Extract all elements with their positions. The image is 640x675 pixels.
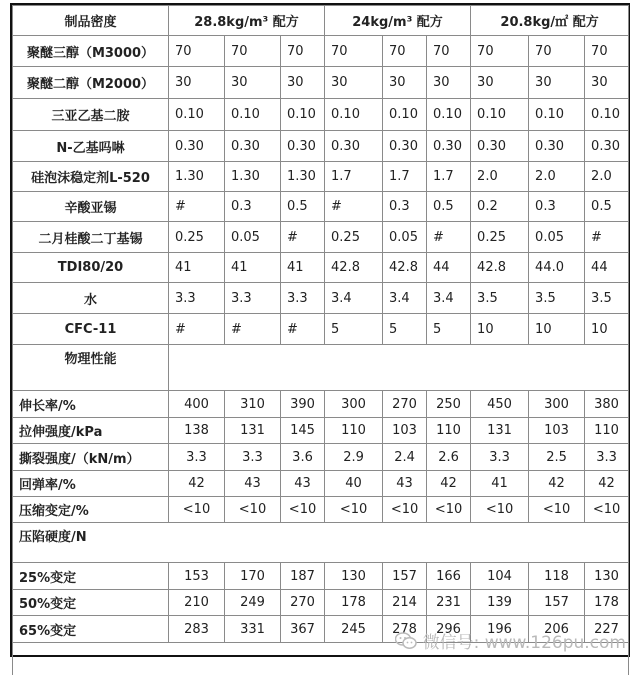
value-cell: 110 <box>325 418 383 444</box>
density-header-cell: 制品密度 <box>13 6 169 36</box>
value-cell: 157 <box>383 563 427 590</box>
section-title-hardness: 压陷硬度/N <box>13 523 629 563</box>
value-cell: 1.30 <box>225 162 281 192</box>
value-cell: 44.0 <box>529 253 585 283</box>
value-cell: 278 <box>383 616 427 643</box>
value-cell: 3.4 <box>383 283 427 314</box>
formula-group-header: 20.8kg/㎡ 配方 <box>471 6 629 36</box>
value-cell: 0.30 <box>471 131 529 162</box>
value-cell: 196 <box>471 616 529 643</box>
value-cell: 44 <box>585 253 629 283</box>
value-cell: 103 <box>529 418 585 444</box>
value-cell: 380 <box>585 391 629 418</box>
value-cell: 0.10 <box>471 99 529 131</box>
value-cell: 0.30 <box>325 131 383 162</box>
value-cell: <10 <box>383 497 427 523</box>
value-cell: # <box>281 314 325 345</box>
formula-table-sheet <box>10 3 630 657</box>
value-cell: 0.5 <box>427 192 471 222</box>
wechat-watermark <box>395 628 626 653</box>
ingredient-label: 辛酸亚锡 <box>13 192 169 222</box>
value-cell: 30 <box>281 67 325 99</box>
value-cell: 0.05 <box>225 222 281 253</box>
value-cell: 296 <box>427 616 471 643</box>
table-row <box>13 563 629 590</box>
value-cell: 178 <box>585 590 629 616</box>
table-row <box>13 444 629 471</box>
value-cell: 118 <box>529 563 585 590</box>
value-cell: 3.3 <box>225 283 281 314</box>
value-cell: 43 <box>225 471 281 497</box>
value-cell: # <box>169 192 225 222</box>
value-cell: 2.6 <box>427 444 471 471</box>
value-cell: 400 <box>169 391 225 418</box>
value-cell: 249 <box>225 590 281 616</box>
value-cell: 1.30 <box>169 162 225 192</box>
value-cell: 1.30 <box>281 162 325 192</box>
value-cell: 3.4 <box>427 283 471 314</box>
value-cell: 30 <box>471 67 529 99</box>
formula-group-header: 28.8kg/m³ 配方 <box>169 6 325 36</box>
value-cell: 0.25 <box>325 222 383 253</box>
value-cell: 30 <box>529 67 585 99</box>
value-cell: 43 <box>383 471 427 497</box>
value-cell: 206 <box>529 616 585 643</box>
value-cell: 10 <box>585 314 629 345</box>
ingredient-label: TDI80/20 <box>13 253 169 283</box>
table-row <box>13 162 629 192</box>
value-cell: 0.10 <box>225 99 281 131</box>
value-cell: 42 <box>427 471 471 497</box>
value-cell: 2.0 <box>585 162 629 192</box>
value-cell: 130 <box>585 563 629 590</box>
value-cell: 40 <box>325 471 383 497</box>
ingredient-label: 聚醚三醇（M3000） <box>13 36 169 67</box>
value-cell: 245 <box>325 616 383 643</box>
watermark-text: 微信号: www.126pu.com <box>422 633 626 653</box>
value-cell: 250 <box>427 391 471 418</box>
value-cell: 1.7 <box>383 162 427 192</box>
value-cell: 41 <box>225 253 281 283</box>
ingredient-label: 水 <box>13 283 169 314</box>
table-row <box>13 283 629 314</box>
value-cell: 30 <box>169 67 225 99</box>
value-cell: 2.0 <box>471 162 529 192</box>
value-cell: 0.25 <box>471 222 529 253</box>
header-row <box>13 6 629 36</box>
value-cell: 0.3 <box>225 192 281 222</box>
value-cell: 300 <box>529 391 585 418</box>
value-cell: 70 <box>585 36 629 67</box>
ingredient-label: 硅泡沫稳定剂L-520 <box>13 162 169 192</box>
value-cell: 0.30 <box>383 131 427 162</box>
value-cell: 70 <box>529 36 585 67</box>
property-label: 回弹率/% <box>13 471 169 497</box>
value-cell: 283 <box>169 616 225 643</box>
property-label: 伸长率/% <box>13 391 169 418</box>
value-cell: 3.3 <box>225 444 281 471</box>
value-cell: 3.3 <box>281 283 325 314</box>
value-cell: 300 <box>325 391 383 418</box>
value-cell: 131 <box>471 418 529 444</box>
value-cell: 138 <box>169 418 225 444</box>
value-cell: 1.7 <box>427 162 471 192</box>
value-cell: <10 <box>471 497 529 523</box>
value-cell: 41 <box>471 471 529 497</box>
table-row <box>13 67 629 99</box>
value-cell: 70 <box>169 36 225 67</box>
value-cell: 331 <box>225 616 281 643</box>
table-row <box>13 36 629 67</box>
ingredient-label: 二月桂酸二丁基锡 <box>13 222 169 253</box>
value-cell: 0.30 <box>529 131 585 162</box>
value-cell: 3.6 <box>281 444 325 471</box>
value-cell: <10 <box>169 497 225 523</box>
value-cell: 139 <box>471 590 529 616</box>
value-cell: 42.8 <box>325 253 383 283</box>
value-cell: 157 <box>529 590 585 616</box>
ingredient-label: 聚醚二醇（M2000） <box>13 67 169 99</box>
value-cell: 0.30 <box>427 131 471 162</box>
table-row <box>13 391 629 418</box>
property-label: 拉伸强度/kPa <box>13 418 169 444</box>
value-cell: 0.5 <box>281 192 325 222</box>
value-cell: 3.3 <box>585 444 629 471</box>
value-cell: 153 <box>169 563 225 590</box>
section-row <box>13 345 629 391</box>
value-cell: 0.30 <box>585 131 629 162</box>
value-cell: 0.3 <box>383 192 427 222</box>
value-cell: 42 <box>585 471 629 497</box>
value-cell: # <box>169 314 225 345</box>
value-cell: 0.05 <box>383 222 427 253</box>
value-cell: 0.10 <box>169 99 225 131</box>
value-cell: 0.2 <box>471 192 529 222</box>
value-cell: 0.05 <box>529 222 585 253</box>
value-cell: 30 <box>225 67 281 99</box>
value-cell: 10 <box>471 314 529 345</box>
value-cell: 145 <box>281 418 325 444</box>
value-cell: 2.9 <box>325 444 383 471</box>
value-cell: 70 <box>281 36 325 67</box>
value-cell: # <box>427 222 471 253</box>
value-cell: 42 <box>529 471 585 497</box>
value-cell: 41 <box>281 253 325 283</box>
property-label: 撕裂强度/（kN/m） <box>13 444 169 471</box>
value-cell: 30 <box>585 67 629 99</box>
value-cell: 130 <box>325 563 383 590</box>
value-cell: 5 <box>325 314 383 345</box>
value-cell: <10 <box>585 497 629 523</box>
value-cell: 0.30 <box>169 131 225 162</box>
value-cell: 0.10 <box>383 99 427 131</box>
formula-group-header: 24kg/m³ 配方 <box>325 6 471 36</box>
value-cell: 0.25 <box>169 222 225 253</box>
value-cell: 166 <box>427 563 471 590</box>
ingredient-label: CFC-11 <box>13 314 169 345</box>
value-cell: 70 <box>471 36 529 67</box>
value-cell: 110 <box>427 418 471 444</box>
value-cell: 3.3 <box>169 283 225 314</box>
value-cell: 2.4 <box>383 444 427 471</box>
value-cell: 178 <box>325 590 383 616</box>
value-cell: # <box>325 192 383 222</box>
value-cell: 3.3 <box>471 444 529 471</box>
section-title-physical: 物理性能 <box>13 345 169 391</box>
value-cell: 310 <box>225 391 281 418</box>
value-cell: 2.0 <box>529 162 585 192</box>
value-cell: 131 <box>225 418 281 444</box>
value-cell: 3.5 <box>529 283 585 314</box>
value-cell: <10 <box>281 497 325 523</box>
value-cell: 3.5 <box>585 283 629 314</box>
wechat-icon <box>395 632 417 650</box>
table-row <box>13 192 629 222</box>
value-cell: 30 <box>325 67 383 99</box>
value-cell: 214 <box>383 590 427 616</box>
value-cell: 42 <box>169 471 225 497</box>
value-cell: 43 <box>281 471 325 497</box>
value-cell: # <box>585 222 629 253</box>
value-cell: 270 <box>281 590 325 616</box>
hardness-label: 65%变定 <box>13 616 169 643</box>
value-cell: 30 <box>427 67 471 99</box>
table-row <box>13 253 629 283</box>
table-body <box>13 6 629 675</box>
table-row <box>13 99 629 131</box>
section-row <box>13 523 629 563</box>
value-cell: # <box>225 314 281 345</box>
value-cell: 110 <box>585 418 629 444</box>
value-cell: 170 <box>225 563 281 590</box>
formula-table <box>12 5 629 675</box>
hardness-label: 50%变定 <box>13 590 169 616</box>
value-cell: 0.30 <box>225 131 281 162</box>
value-cell: 0.5 <box>585 192 629 222</box>
table-row <box>13 471 629 497</box>
value-cell: 3.4 <box>325 283 383 314</box>
value-cell: 0.3 <box>529 192 585 222</box>
property-label: 压缩变定/% <box>13 497 169 523</box>
ingredient-label: N-乙基吗啉 <box>13 131 169 162</box>
value-cell: 70 <box>225 36 281 67</box>
value-cell: 231 <box>427 590 471 616</box>
value-cell: 10 <box>529 314 585 345</box>
value-cell: 390 <box>281 391 325 418</box>
value-cell: 41 <box>169 253 225 283</box>
value-cell: 44 <box>427 253 471 283</box>
value-cell: 5 <box>427 314 471 345</box>
value-cell: 0.10 <box>325 99 383 131</box>
value-cell: 0.10 <box>529 99 585 131</box>
table-row <box>13 222 629 253</box>
hardness-label: 25%变定 <box>13 563 169 590</box>
value-cell: <10 <box>225 497 281 523</box>
value-cell: 70 <box>383 36 427 67</box>
value-cell: 2.5 <box>529 444 585 471</box>
value-cell: 42.8 <box>471 253 529 283</box>
value-cell: <10 <box>325 497 383 523</box>
value-cell: 0.30 <box>281 131 325 162</box>
section-spacer-cell <box>169 345 629 391</box>
value-cell: 227 <box>585 616 629 643</box>
value-cell: 0.10 <box>585 99 629 131</box>
value-cell: 270 <box>383 391 427 418</box>
value-cell: 1.7 <box>325 162 383 192</box>
value-cell: 450 <box>471 391 529 418</box>
value-cell: 104 <box>471 563 529 590</box>
value-cell: 367 <box>281 616 325 643</box>
value-cell: 3.5 <box>471 283 529 314</box>
value-cell: 103 <box>383 418 427 444</box>
value-cell: <10 <box>529 497 585 523</box>
table-row <box>13 131 629 162</box>
value-cell: 30 <box>383 67 427 99</box>
value-cell: 70 <box>325 36 383 67</box>
value-cell: 187 <box>281 563 325 590</box>
ingredient-label: 三亚乙基二胺 <box>13 99 169 131</box>
value-cell: 42.8 <box>383 253 427 283</box>
value-cell: 70 <box>427 36 471 67</box>
table-row <box>13 314 629 345</box>
value-cell: # <box>281 222 325 253</box>
value-cell: 0.10 <box>281 99 325 131</box>
table-row <box>13 418 629 444</box>
table-row <box>13 590 629 616</box>
value-cell: 210 <box>169 590 225 616</box>
value-cell: <10 <box>427 497 471 523</box>
value-cell: 5 <box>383 314 427 345</box>
value-cell: 3.3 <box>169 444 225 471</box>
table-row <box>13 497 629 523</box>
value-cell: 0.10 <box>427 99 471 131</box>
